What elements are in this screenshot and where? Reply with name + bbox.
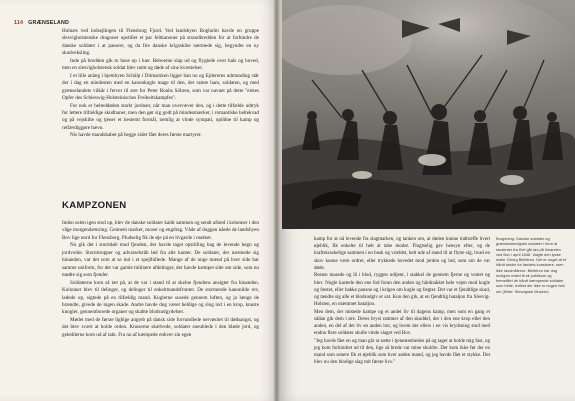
paragraph: Men dem, der mistede kampe og et andet liv til dagens kamp, men som en gang et sådan gik dem i øre. Deres bryst rammer af den skuddel, der i den ene krop eller den anden, en del af det liv en anden bor, og hvem der ellers i en vis krydsning stod med endnu flere soldater skulle vinde slaget ved Bov.: [314, 309, 490, 337]
paragraph: I et lille anlæg i hjembyen Schülp i Ditmarsken ligger han nu og Ejdererns udmunding står der i dag en mindesten med en kanonkugle mage til den, der ramte ham, soldaten, og med grænselandets vilkår i ferver til ære for Peter Bouhs Söhren, som var navnet på dette "erstes Opfer des Schleswig-Holsteinisches Freiheitskampfes".: [62, 72, 259, 102]
section-heading: KAMPZONEN: [62, 200, 127, 211]
paragraph: Holnæs ved indsejlingen til Flensborg Fjord. Ved landsbyen Bogholm havde en gruppe slesvigholstenske dragoner opstillet et par feltkanoner på strandbredden for at forhindre de danske soldater i at passere, og da fire danske krigsskibe nærmede sig, begyndte en ny skudveksling.: [62, 28, 259, 57]
left-page: [0, 0, 276, 401]
page-number: 114: [14, 20, 24, 26]
running-header: [14, 20, 69, 26]
paragraph: For nok er helteddøden starkt jordnær, når man overvæver den, og i dette tilfælde udtryk for lettere tilfældige skudbaner, men den gør sig godt på mindesmærker, i romantiske heltekvad og på vejskilte og tjener et bestemt formål, nemlig at vinde sympati, opildne til kamp og retfærdiggøre hævn.: [62, 102, 259, 131]
left-text-column-bottom: [62, 220, 259, 339]
paragraph: Resten masede og lå i blod, ryggen udtjent, i stakkel de gennem fjerne og ventet og blev. Nogle kastede den ene fod foran den anden og hårdnakket hele vejen mod kugle og fæstet, eller bakke pansne og i krigen om kugle og fægter. Det var et fjendtlige skud, og tændte sig alle et blodsudgiv er sat. Kun den gik, at en fjendtlig bataljon fra Slesvig-Holsten, en utæmmet bataljon.: [314, 273, 490, 308]
image-caption: Borgerkrig. Danske soldater og grænseslesvigske soldater i form af studenter fra Kiel går løs på hinanden ved Bov i april 1848. Valgte den tyske maler Georg Bleibtreu. Det er noget af et hårdt studie for landets kunstnere, men ikke landmålerne. Bleibtreu har dog muligvis malet til sit publikum og fremstillet de hårdt kæmpende soldater som helte, hvilket der ikke er nogen tvivl om (Kilde: Slesvigske Museer).: [496, 236, 567, 294]
paragraph: Inde på bredden gik to huse op i luer. Beboerne slap ud og flygtede over hals og hoved, men en slesvigholstensk soldat blev ramt og døde af sine kvæstelser.: [62, 57, 259, 72]
battle-scene-illustration: [282, 0, 575, 229]
left-text-column-top: [62, 28, 259, 140]
paragraph: Nis havde mandskabet på begge sider fået deres første martyrer.: [70, 132, 202, 139]
battle-painting: [282, 0, 575, 229]
paragraph: "Jeg havde fået en og man går at sætte i tjenestenheden på og tager at holde mig fast, og jeg kom forhindret ud til den, lige så brede var mine skuldre. Der kom ikke før der en mand som senere fik et øjeblik som hver anden mand, og jeg havde fået et stykke. Det blev nu den blodige slag mit første livs.": [314, 338, 491, 366]
right-text-column: [314, 236, 490, 367]
paragraph: kamp for at nå levende fra slagmarken, og tanken om, at døden kunne indtræffe hvert øjeblik, fik enkelte til helt at tabe modet. Flugtselig gav hensyn efter, og de kraftskraskelige sammen i en busk og vrældet, helt ude af stand til at flytte sig, hvad en skov kunne være ordrer, eller trykkede hovedet mod jorden og lod, som om de var døde.: [314, 237, 490, 271]
paragraph: Soldaterne kom så tæt på, at de var i stand til at skelne fjendens ansigter fra hinanden. Kolonner blev til delinger, og delinger til enkeltmandsfronter. De stormende kanonilde rev, ladede op, sigtede på en tilfældig mand. Kuglerne susede gennem luften, og ja længe de brændte, givede de ingen skade. Andre havde dog været heldige og slog ind i en krop, knuste knogler, gennemborede organer og skabte blodsudgydelser.: [62, 279, 259, 316]
book-gutter: [274, 0, 280, 401]
chapter-title: GRÆNSELAND: [28, 20, 70, 26]
paragraph: Inden solen igen stod op, blev de danske soldater kaldt sammen og sendt afsted i kolonner i den våge morgendæmring. Gennem marker, moser og engdrag. Våde af duggen nåede de landsbyen Bov lige nord for Flensborg. Pludselig fik de øje på en livgarde i mørket.: [62, 220, 259, 241]
paragraph: Mødet med de første lighige angreb på dansk side forvandlede nervøsitet til dødsangst, og det blev svært at holde orden. Knuserne skælvede, soldater sneublede i den bløde jord, og geledderne kom ud af takt. Fra nu af kæmpede enhver sin egen: [62, 316, 259, 338]
paragraph: Nu gik det i stormløb mod fjenden, der havde taget opstilling bag de levende hegn og jordvolde. Stormtropper og advarselsråb lød fra alle kanter. De soldater, der nærmede sig hinanden, var det som at se ind i et spejlbillede. Mange af de unge mænd på hver side bar samme uniform, for det var gamle militære afdelinger, der havde kæmpet side om side, som nu mødte sig som fjender.: [62, 242, 259, 279]
